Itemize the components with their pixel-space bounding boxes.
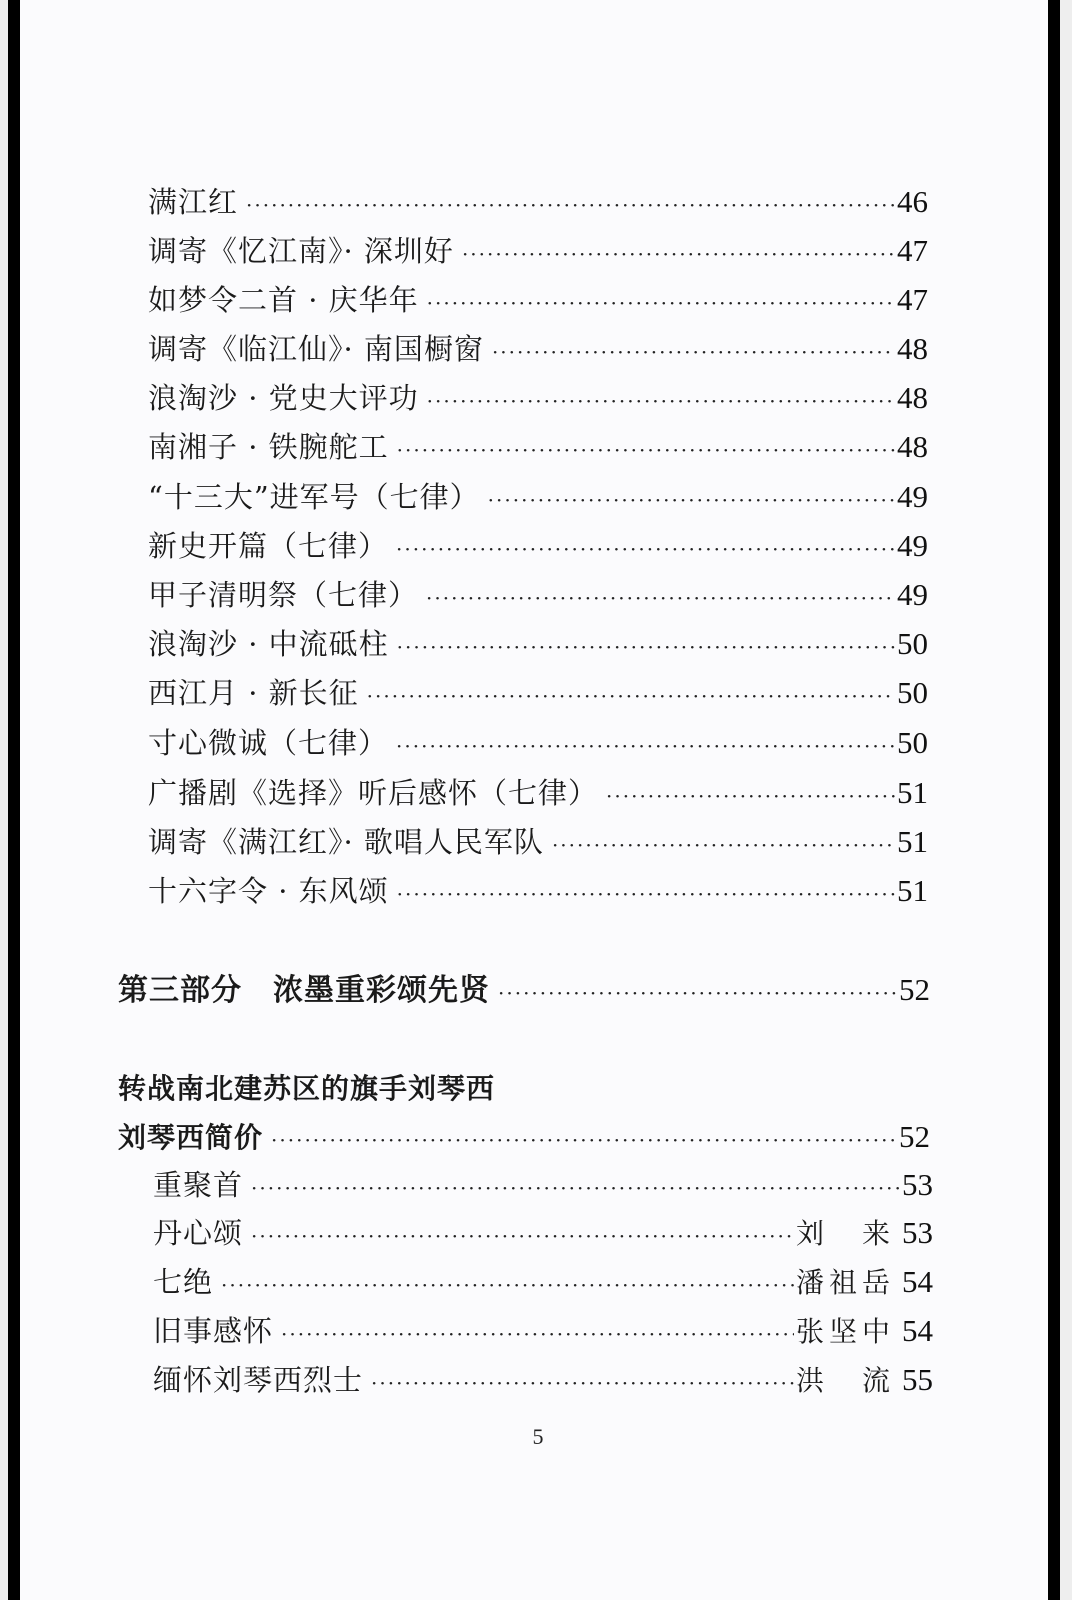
entry-page: 52 xyxy=(899,1119,930,1154)
toc-entry xyxy=(153,1167,933,1206)
dot-leader xyxy=(462,236,895,272)
entry-title: 广播剧《选择》听后感怀（七律） xyxy=(148,776,599,810)
section-heading xyxy=(118,972,930,1011)
dot-leader xyxy=(271,1122,897,1158)
dot-leader xyxy=(396,728,895,764)
entry-page: 50 xyxy=(897,725,928,760)
entry-title: 浪淘沙 · 中流砥柱 xyxy=(148,627,389,661)
toc-entry xyxy=(148,577,928,616)
entry-page: 53 xyxy=(902,1215,933,1250)
entry-author: 刘 来 xyxy=(796,1217,890,1250)
toc-entry xyxy=(148,282,928,321)
toc-entry xyxy=(153,1264,933,1303)
entry-page: 55 xyxy=(902,1362,933,1397)
entry-title: 新史开篇（七律） xyxy=(148,529,389,563)
entry-title: 缅怀刘琴西烈士 xyxy=(153,1363,364,1397)
entry-page: 50 xyxy=(897,626,928,661)
entry-author: 潘祖岳 xyxy=(796,1266,890,1299)
dot-leader xyxy=(396,531,895,567)
dot-leader xyxy=(246,187,895,223)
entry-title: 十六字令 · 东风颂 xyxy=(148,874,389,908)
entry-title: 调寄《临江仙》· 南国橱窗 xyxy=(148,332,484,366)
entry-title: 如梦令二首 · 庆华年 xyxy=(148,283,419,317)
entry-page: 49 xyxy=(897,479,928,514)
section-title: 第三部分 浓墨重彩颂先贤 xyxy=(118,973,490,1008)
toc-entry xyxy=(148,824,928,863)
toc-entry xyxy=(148,479,928,518)
toc-entry xyxy=(148,331,928,370)
toc-entry xyxy=(148,675,928,714)
dot-leader xyxy=(552,827,895,863)
dot-leader xyxy=(427,383,895,419)
entry-page: 48 xyxy=(897,331,928,366)
dot-leader xyxy=(397,876,895,912)
scan-border-left xyxy=(8,0,20,1600)
entry-page: 50 xyxy=(897,675,928,710)
dot-leader xyxy=(397,629,895,665)
entry-page: 51 xyxy=(897,873,928,908)
entry-title: 浪淘沙 · 党史大评功 xyxy=(148,381,419,415)
entry-title: 丹心颂 xyxy=(153,1216,244,1250)
entry-title: 西江月 · 新长征 xyxy=(148,676,359,710)
subsection-title: 转战南北建苏区的旗手刘琴西 xyxy=(118,1072,496,1105)
toc-entry xyxy=(153,1313,933,1352)
dot-leader xyxy=(221,1267,794,1303)
toc-entry xyxy=(148,184,928,223)
scan-border-right xyxy=(1048,0,1060,1600)
subsection-heading xyxy=(118,1071,930,1107)
entry-page: 54 xyxy=(902,1264,933,1299)
entry-page: 51 xyxy=(897,775,928,810)
dot-leader xyxy=(251,1170,900,1206)
toc-entry xyxy=(148,725,928,764)
entry-title: “十三大”进军号（七律） xyxy=(148,480,480,514)
toc-entry xyxy=(148,528,928,567)
dot-leader xyxy=(498,975,897,1011)
entry-page: 47 xyxy=(897,233,928,268)
entry-title: 甲子清明祭（七律） xyxy=(148,578,419,612)
dot-leader xyxy=(488,482,895,518)
book-page xyxy=(8,0,1060,1600)
entry-page: 51 xyxy=(897,824,928,859)
entry-title: 寸心微诚（七律） xyxy=(148,726,389,760)
entry-author: 洪 流 xyxy=(796,1364,890,1397)
toc-entry xyxy=(148,626,928,665)
entry-title: 七绝 xyxy=(153,1265,214,1299)
entry-page: 53 xyxy=(902,1167,933,1202)
dot-leader xyxy=(371,1365,794,1401)
dot-leader xyxy=(492,334,895,370)
entry-page: 47 xyxy=(897,282,928,317)
toc-entry xyxy=(148,775,928,814)
entry-page: 48 xyxy=(897,429,928,464)
entry-title: 旧事感怀 xyxy=(153,1314,274,1348)
entry-page: 48 xyxy=(897,380,928,415)
entry-title: 满江红 xyxy=(148,185,239,219)
dot-leader xyxy=(281,1316,794,1352)
dot-leader xyxy=(426,580,895,616)
entry-title: 调寄《忆江南》· 深圳好 xyxy=(148,234,454,268)
toc-entry xyxy=(118,1119,930,1158)
toc-entry xyxy=(148,380,928,419)
entry-title: 调寄《满江红》· 歌唱人民军队 xyxy=(148,825,544,859)
entry-page: 54 xyxy=(902,1313,933,1348)
entry-title: 刘琴西简价 xyxy=(118,1121,264,1154)
entry-author: 张坚中 xyxy=(796,1315,890,1348)
entry-title: 重聚首 xyxy=(153,1168,244,1202)
toc-entry xyxy=(153,1362,933,1401)
toc-entry xyxy=(148,873,928,912)
toc-entry xyxy=(153,1215,933,1254)
entry-page: 49 xyxy=(897,528,928,563)
entry-title: 南湘子 · 铁腕舵工 xyxy=(148,430,389,464)
page-number: 5 xyxy=(532,1424,544,1449)
dot-leader xyxy=(251,1218,794,1254)
toc-entry xyxy=(148,429,928,468)
dot-leader xyxy=(367,678,895,714)
entry-page: 49 xyxy=(897,577,928,612)
section-page: 52 xyxy=(899,972,930,1007)
dot-leader xyxy=(427,285,895,321)
dot-leader xyxy=(397,432,895,468)
toc-entry xyxy=(148,233,928,272)
entry-page: 46 xyxy=(897,184,928,219)
dot-leader xyxy=(606,778,895,814)
